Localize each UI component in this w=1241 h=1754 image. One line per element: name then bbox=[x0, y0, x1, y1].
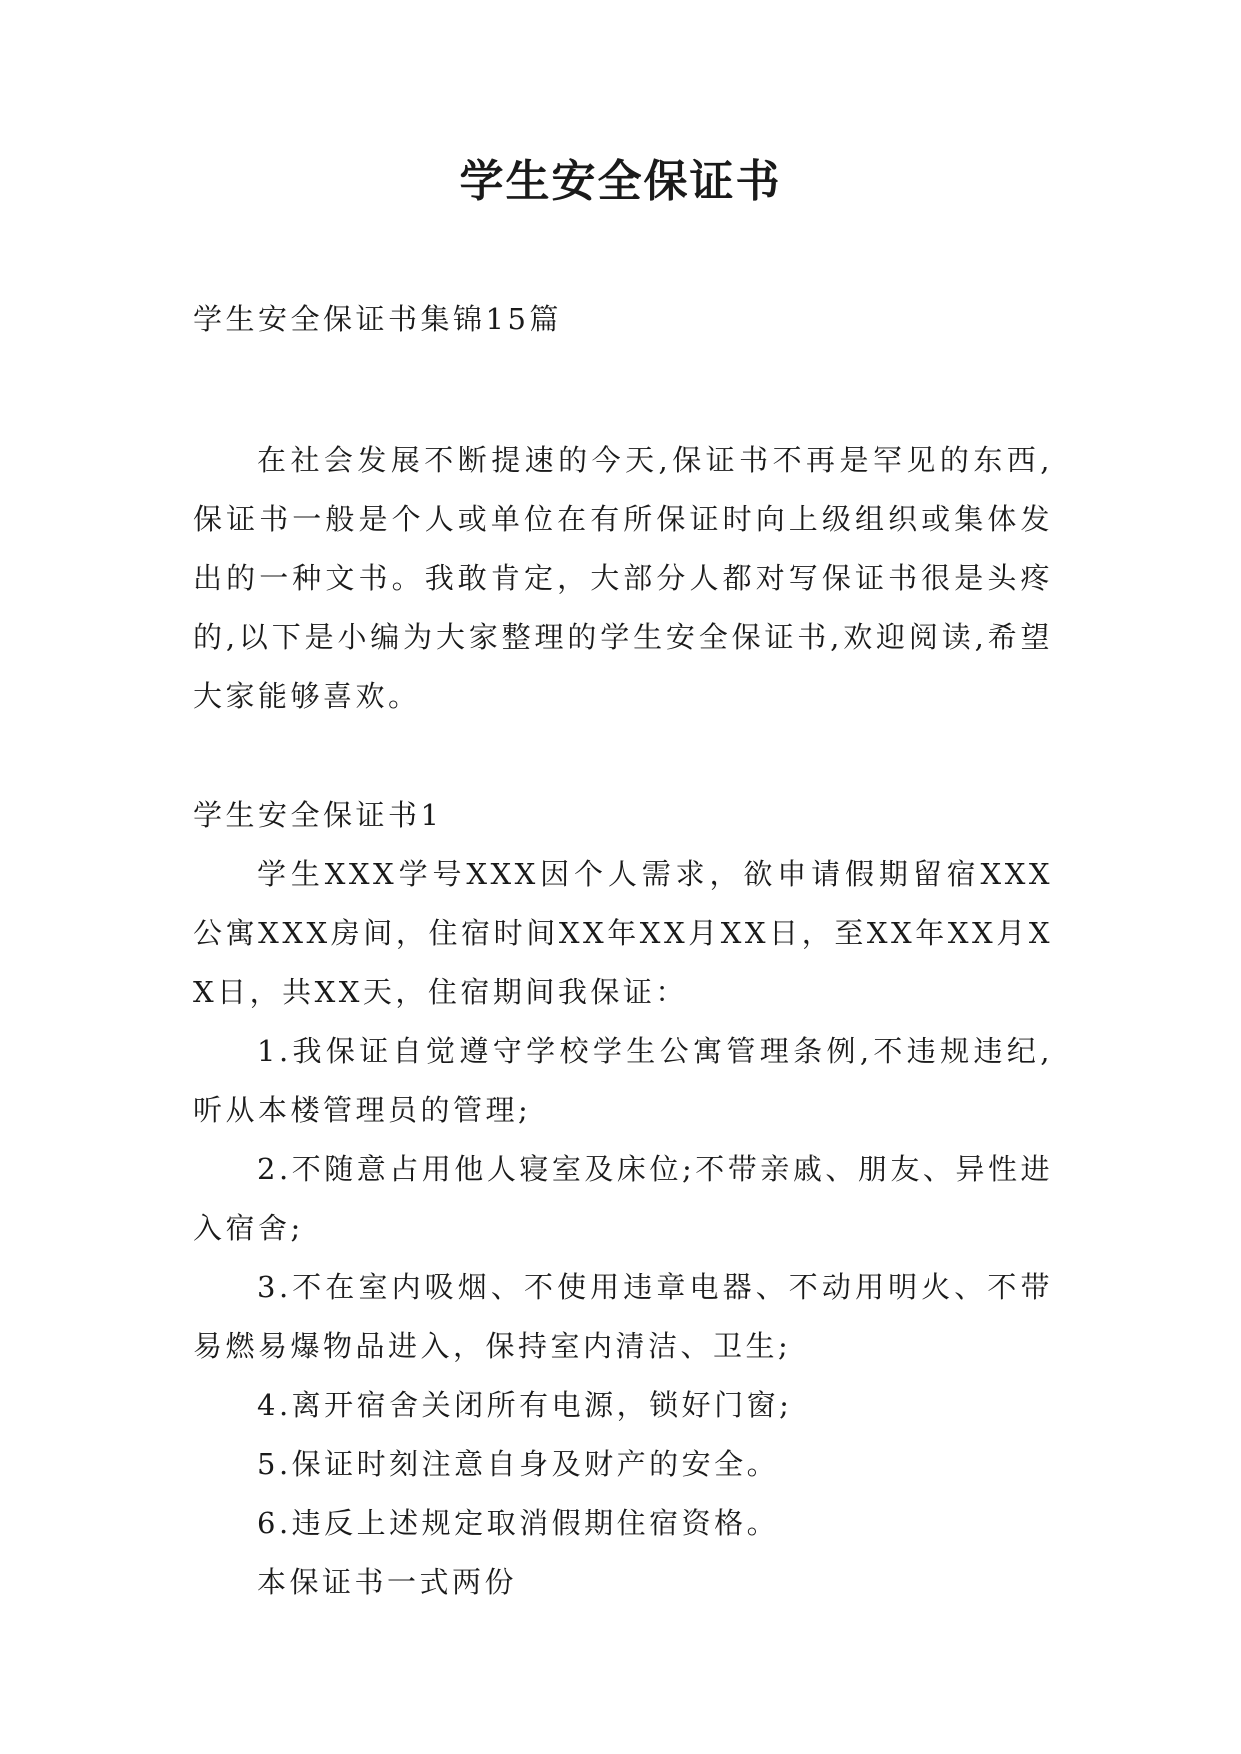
section-heading: 学生安全保证书1 bbox=[193, 798, 443, 832]
spacer bbox=[193, 726, 1053, 786]
document-title: 学生安全保证书 bbox=[459, 156, 782, 207]
rule-item: 3.不在室内吸烟、不使用违章电器、不动用明火、不带易燃易爆物品进入，保持室内清洁、卫生; bbox=[193, 1270, 1053, 1363]
intro-paragraph: 在社会发展不断提速的今天,保证书不再是罕见的东西,保证书一般是个人或单位在有所保证时向上级组织或集体发出的一种文书。我敢肯定，大部分人都对写保证书很是头疼的,以下是小编为大家整理的学生安全保证书,欢迎阅读,希望大家能够喜欢。 bbox=[193, 443, 1053, 713]
body-paragraph: 学生XXX学号XXX因个人需求，欲申请假期留宿XXX公寓XXX房间，住宿时间XX年XX月XX日，至XX年XX月XX日，共XX天，住宿期间我保证： bbox=[193, 857, 1053, 1009]
document-subtitle: 学生安全保证书集锦15篇 bbox=[193, 302, 562, 336]
document-body bbox=[193, 290, 1053, 1612]
rule-item: 1.我保证自觉遵守学校学生公寓管理条例,不违规违纪,听从本楼管理员的管理; bbox=[193, 1034, 1053, 1127]
rule-item: 6.违反上述规定取消假期住宿资格。 bbox=[257, 1506, 780, 1540]
closing-line: 本保证书一式两份 bbox=[257, 1565, 518, 1599]
spacer bbox=[193, 349, 1053, 431]
rule-item: 5.保证时刻注意自身及财产的安全。 bbox=[257, 1447, 780, 1481]
rule-item: 4.离开宿舍关闭所有电源，锁好门窗; bbox=[257, 1388, 793, 1422]
rule-item: 2.不随意占用他人寝室及床位;不带亲戚、朋友、异性进入宿舍; bbox=[193, 1152, 1053, 1245]
